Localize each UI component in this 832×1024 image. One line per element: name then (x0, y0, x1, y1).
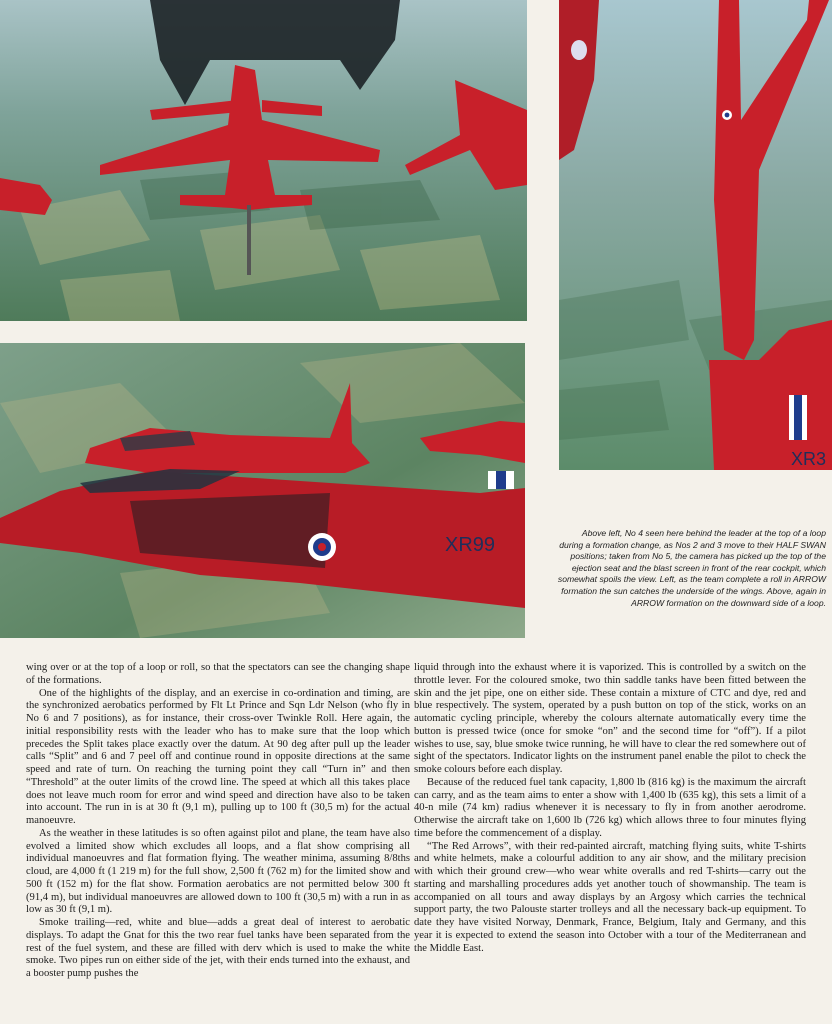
red-jets-arrow-formation-photo-icon (0, 343, 525, 638)
red-jets-formation-photo-icon (0, 0, 527, 321)
photo-formation-loop-top (0, 0, 527, 321)
photo-caption: Above left, No 4 seen here behind the leader at the top of a loop during a formation change, as Nos 2 and 3 move to their HALF SWAN positions; taken from No 5, the camera has picked up the top of the ejection seat and the blast screen in front of the rear cockpit, which somewhat spoils the view. Left, as the team complete a roll in ARROW formation the sun catches the underside of the wings. Above, again in ARROW formation on the downward side of a loop. (557, 528, 826, 608)
serial-xr99: XR99 (445, 534, 496, 556)
paragraph: As the weather in these latitudes is so often against pilot and plane, the team have also evolved a limited show which excludes all loops, and a flat show comprising all individual manoeuvres and flat formation flying. The weather minima, assuming 8/8ths cloud, are 4,000 ft (1 219 m) for the full show, 2,500 ft (762 m) for the limited show and 500 ft (152 m) for the flat show. Formation aerobatics are not permitted below 300 ft (91,4 m), but individual manoeuvres are allowed down to 100 ft (30,5 m) with a run in as low as 30 ft (9,1 m). (26, 827, 410, 916)
paragraph: One of the highlights of the display, and an exercise in co-ordination and timing, are the synchronized aerobatics performed by Flt Lt Prince and Sqn Ldr Nelson (who fly in No 6 and 7 positions), as for instance, their cross-over Twinkle Roll. Here again, the initial responsibility rests with the leader who has to make sure that the loop which precedes the Split takes place exactly over the datum. At 90 deg after pull up the leader calls “Split” and 6 and 7 peel off and continue round in opposite directions at the same speed and rate of turn. On reaching the turning point they call “Turn in” and then “Threshold” at the outer limits of the crowd line. The speed at which all this takes place does not leave much room for error and wind speed and direction have also to be taken into account. The run in is at 30 ft (9,1 m), pulling up to 100 ft (30,5 m) for the actual manoeuvre. (26, 687, 410, 826)
paragraph: Smoke trailing—red, white and blue—adds a great deal of interest to aerobatic displays. To adapt the Gnat for this the two rear fuel tanks have been separated from the rest of the fuel system, and these are filled with derv which is used to make the white smoke. Two pipes run on either side of the jet, with their ends turned into the exhaust, and a booster pump pushes the (26, 917, 410, 979)
paragraph: wing over or at the top of a loop or roll, so that the spectators can see the changing shape of the formations. (26, 662, 410, 686)
paragraph: liquid through into the exhaust where it is vaporized. This is controlled by a switch on the throttle lever. For the coloured smoke, two thin saddle tanks have been fitted between the skin and the jet pipe, one on either side. These contain a mixture of CTC and dye, red and blue respectively. The system, operated by a push button on top of the stick, works on an automatic cycling principle, whereby the colours alternate automatically every time the button is pressed twice (once for smoke “on” and the second time for “off”). If a pilot wishes to use, say, blue smoke twice running, he will have to clear the red somewhere out of sight of the spectators. Indicator lights on the instrument panel enable the pilot to check the smoke colours before each display. (414, 662, 806, 775)
photo-arrow-formation-roll (0, 343, 525, 638)
article-column-left (26, 662, 410, 981)
article-column-right (414, 662, 806, 955)
paragraph: “The Red Arrows”, with their red-painted aircraft, matching flying suits, white T-shirts and white helmets, make a colourful addition to any air show, and the military precision with which their ground crew—who wear white overalls and red T-shirts—carry out the starting and marshalling procedures adds yet another touch of showmanship. The team is accompanied on all tours and away displays by an Argosy which carries the technical support party, the two Palouste starter trolleys and all the necessary back-up equipment. To date they have visited Norway, Denmark, France, Belgium, Italy and Germany, and this year it is expected to extend the season into October with a tour of the Mediterranean and the Middle East. (414, 840, 806, 954)
red-jet-vertical-photo-icon (559, 0, 832, 470)
photo-arrow-formation-downward (559, 0, 832, 470)
paragraph: Because of the reduced fuel tank capacity, 1,800 lb (816 kg) is the maximum the aircraft can carry, and as the team aims to enter a show with 1,400 lb (635 kg), this sets a limit of a 40-n mile (74 km) radius whenever it is necessary to fly in from another aerodrome. Otherwise the aircraft take on 1,600 lb (726 kg) which allows three to four minutes flying time before the commencement of a display. (414, 776, 806, 839)
serial-xr3: XR3 (791, 449, 827, 469)
